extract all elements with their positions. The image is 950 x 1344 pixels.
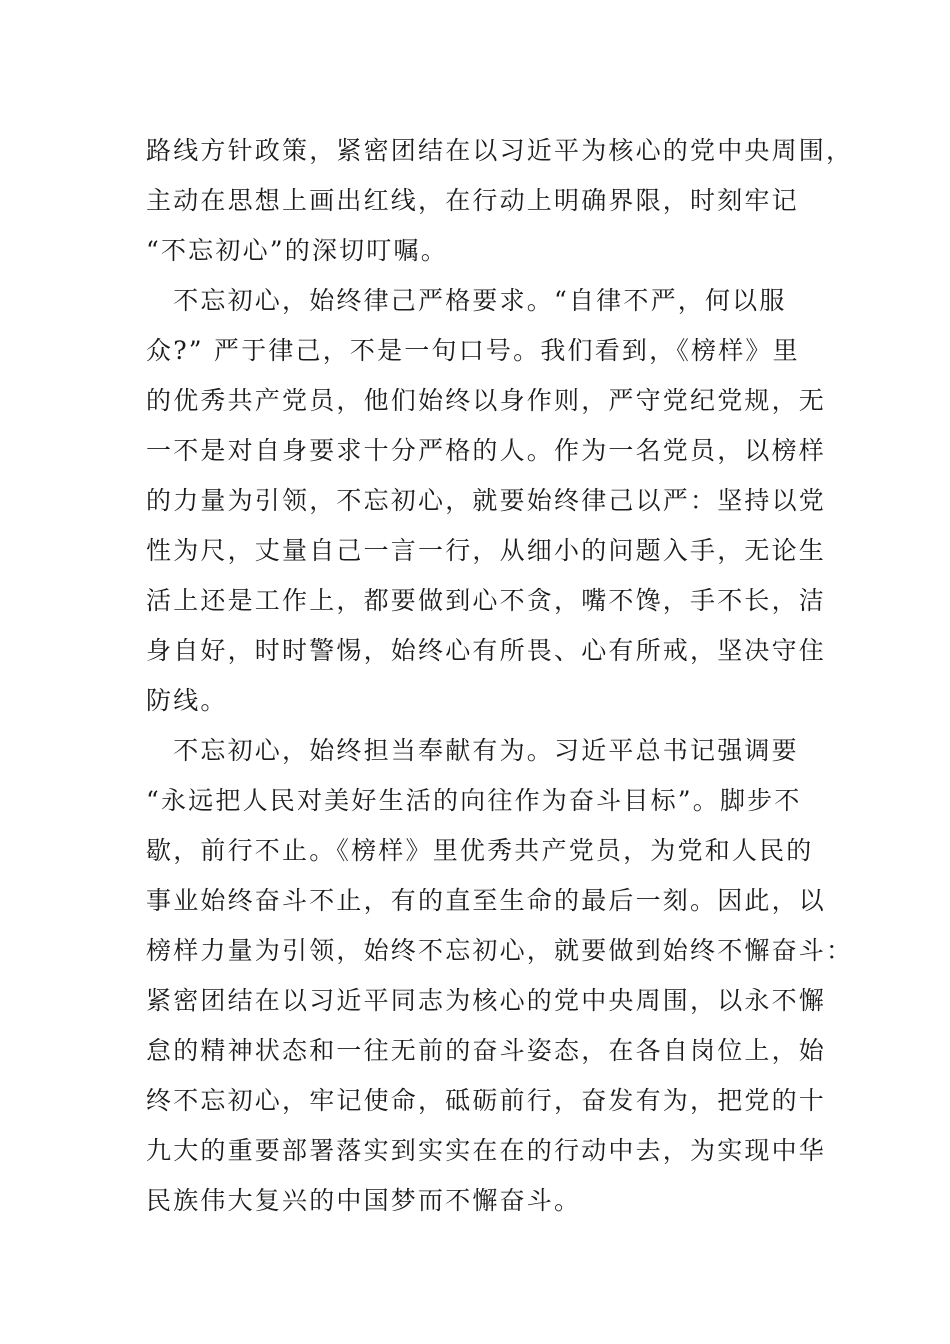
text-line: 怠的精神状态和一往无前的奋斗姿态，在各自岗位上，始 (146, 1036, 827, 1065)
body-text (146, 126, 854, 1226)
text-line: 众?” 严于律己，不是一句口号。我们看到，《榜样》里 (146, 336, 800, 365)
text-line: 的优秀共产党员，他们始终以身作则，严守党纪党规，无 (146, 386, 827, 415)
text-line: 的力量为引领，不忘初心，就要始终律己以严：坚持以党 (146, 486, 827, 515)
text-line: 终不忘初心，牢记使命，砥砺前行，奋发有为，把党的十 (146, 1086, 827, 1115)
text-line: 民族伟大复兴的中国梦而不懈奋斗。 (146, 1186, 582, 1215)
text-line: 榜样力量为引领，始终不忘初心，就要做到始终不懈奋斗： (146, 936, 854, 965)
text-line: “永远把人民对美好生活的向往作为奋斗目标”。脚步不 (146, 786, 802, 815)
text-line: 九大的重要部署落实到实实在在的行动中去，为实现中华 (146, 1136, 827, 1165)
text-line: 性为尺，丈量自己一言一行，从细小的问题入手，无论生 (146, 536, 827, 565)
text-line: 不忘初心，始终担当奉献有为。习近平总书记强调要 (146, 736, 799, 765)
text-line: “不忘初心”的深切叮嘱。 (146, 236, 448, 265)
text-line: 活上还是工作上，都要做到心不贪，嘴不馋，手不长，洁 (146, 586, 827, 615)
text-line: 歇，前行不止。《榜样》里优秀共产党员，为党和人民的 (146, 836, 814, 865)
text-line: 身自好，时时警惕，始终心有所畏、心有所戒，坚决守住 (146, 636, 827, 665)
text-line: 防线。 (146, 686, 228, 715)
text-line: 紧密团结在以习近平同志为核心的党中央周围，以永不懈 (146, 986, 827, 1015)
text-line: 事业始终奋斗不止，有的直至生命的最后一刻。因此，以 (146, 886, 827, 915)
text-line: 主动在思想上画出红线，在行动上明确界限，时刻牢记 (146, 186, 799, 215)
text-line: 一不是对自身要求十分严格的人。作为一名党员，以榜样 (146, 436, 827, 465)
text-line: 路线方针政策，紧密团结在以习近平为核心的党中央周围， (146, 136, 854, 165)
text-line: 不忘初心，始终律己严格要求。“自律不严，何以服 (146, 286, 787, 315)
